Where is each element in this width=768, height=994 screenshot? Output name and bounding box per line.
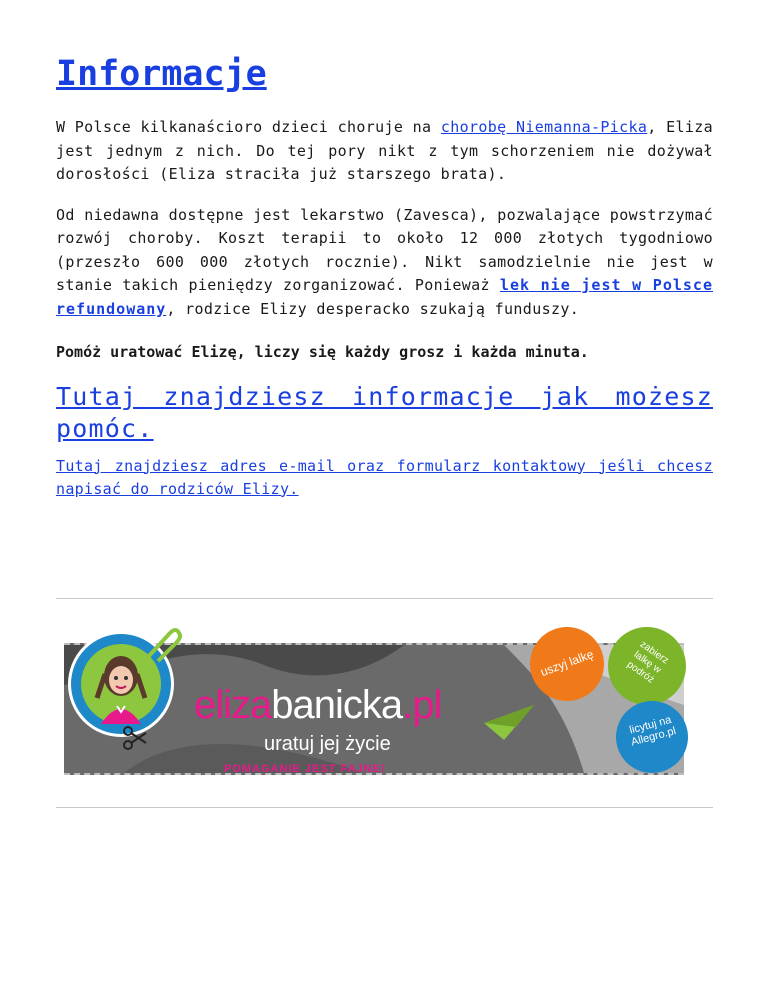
paragraph-text: W Polsce kilkanaścioro dzieci choruje na: [56, 118, 441, 136]
banner-motto: POMAGANIE JEST FAJNE!: [224, 763, 386, 775]
article: [56, 52, 713, 501]
paperclip-icon: [142, 627, 182, 663]
scissors-icon: [122, 725, 148, 751]
paragraph-disease: [56, 116, 713, 187]
travel-doll-badge: [608, 627, 686, 705]
brand-banicka: banicka: [271, 683, 403, 727]
paragraph-text: , Eliza jest jednym z nich. Do tej pory nikt z tym schorzeniem nie dożywał dorosłości (Eliza straciła już starszego brata).: [56, 118, 713, 183]
sew-doll-badge: [530, 627, 604, 701]
banner-link[interactable]: [60, 625, 700, 775]
contact-link[interactable]: Tutaj znajdziesz adres e-mail oraz formularz kontaktowy jeśli chcesz napisać do rodziców Elizy.: [56, 456, 713, 498]
auction-badge: [616, 701, 688, 773]
paragraph-text: , rodzice Elizy desperacko szukają funduszy.: [166, 299, 580, 318]
auction-label: licytuj na Allegro.pl: [628, 713, 678, 749]
brand-pl: .pl: [402, 683, 442, 727]
appeal-text: Pomóż uratować Elizę, liczy się każdy grosz i każda minuta.: [56, 343, 589, 361]
page-title: Informacje: [56, 54, 267, 94]
brand-eliza: eliza: [194, 683, 272, 727]
contact-paragraph: [56, 455, 713, 501]
divider: [56, 598, 713, 599]
refund-link[interactable]: lek nie jest w Polsce refundowany: [56, 276, 713, 318]
sew-doll-label: uszyj lalkę: [538, 646, 596, 680]
banner-logo: [194, 685, 441, 725]
banner-tagline: uratuj jej życie: [264, 733, 391, 755]
paragraph-treatment: [56, 204, 713, 322]
help-heading: [56, 381, 713, 445]
divider: [56, 807, 713, 808]
travel-doll-label: zabierz lalkę w podróż: [624, 639, 671, 686]
paragraph-text: Od niedawna dostępne jest lekarstwo (Zavesca), pozwalające powstrzymać rozwój choroby. Koszt terapii to około 12 000 złotych tygodniowo (przeszło 600 000 złotych rocznie). Nikt samodzielnie nie jest w stanie takich pieniędzy zorganizować. Ponieważ: [56, 205, 713, 294]
niemann-pick-link[interactable]: chorobę Niemanna-Picka: [440, 118, 648, 136]
help-link[interactable]: Tutaj znajdziesz informacje jak możesz pomóc.: [56, 381, 713, 443]
